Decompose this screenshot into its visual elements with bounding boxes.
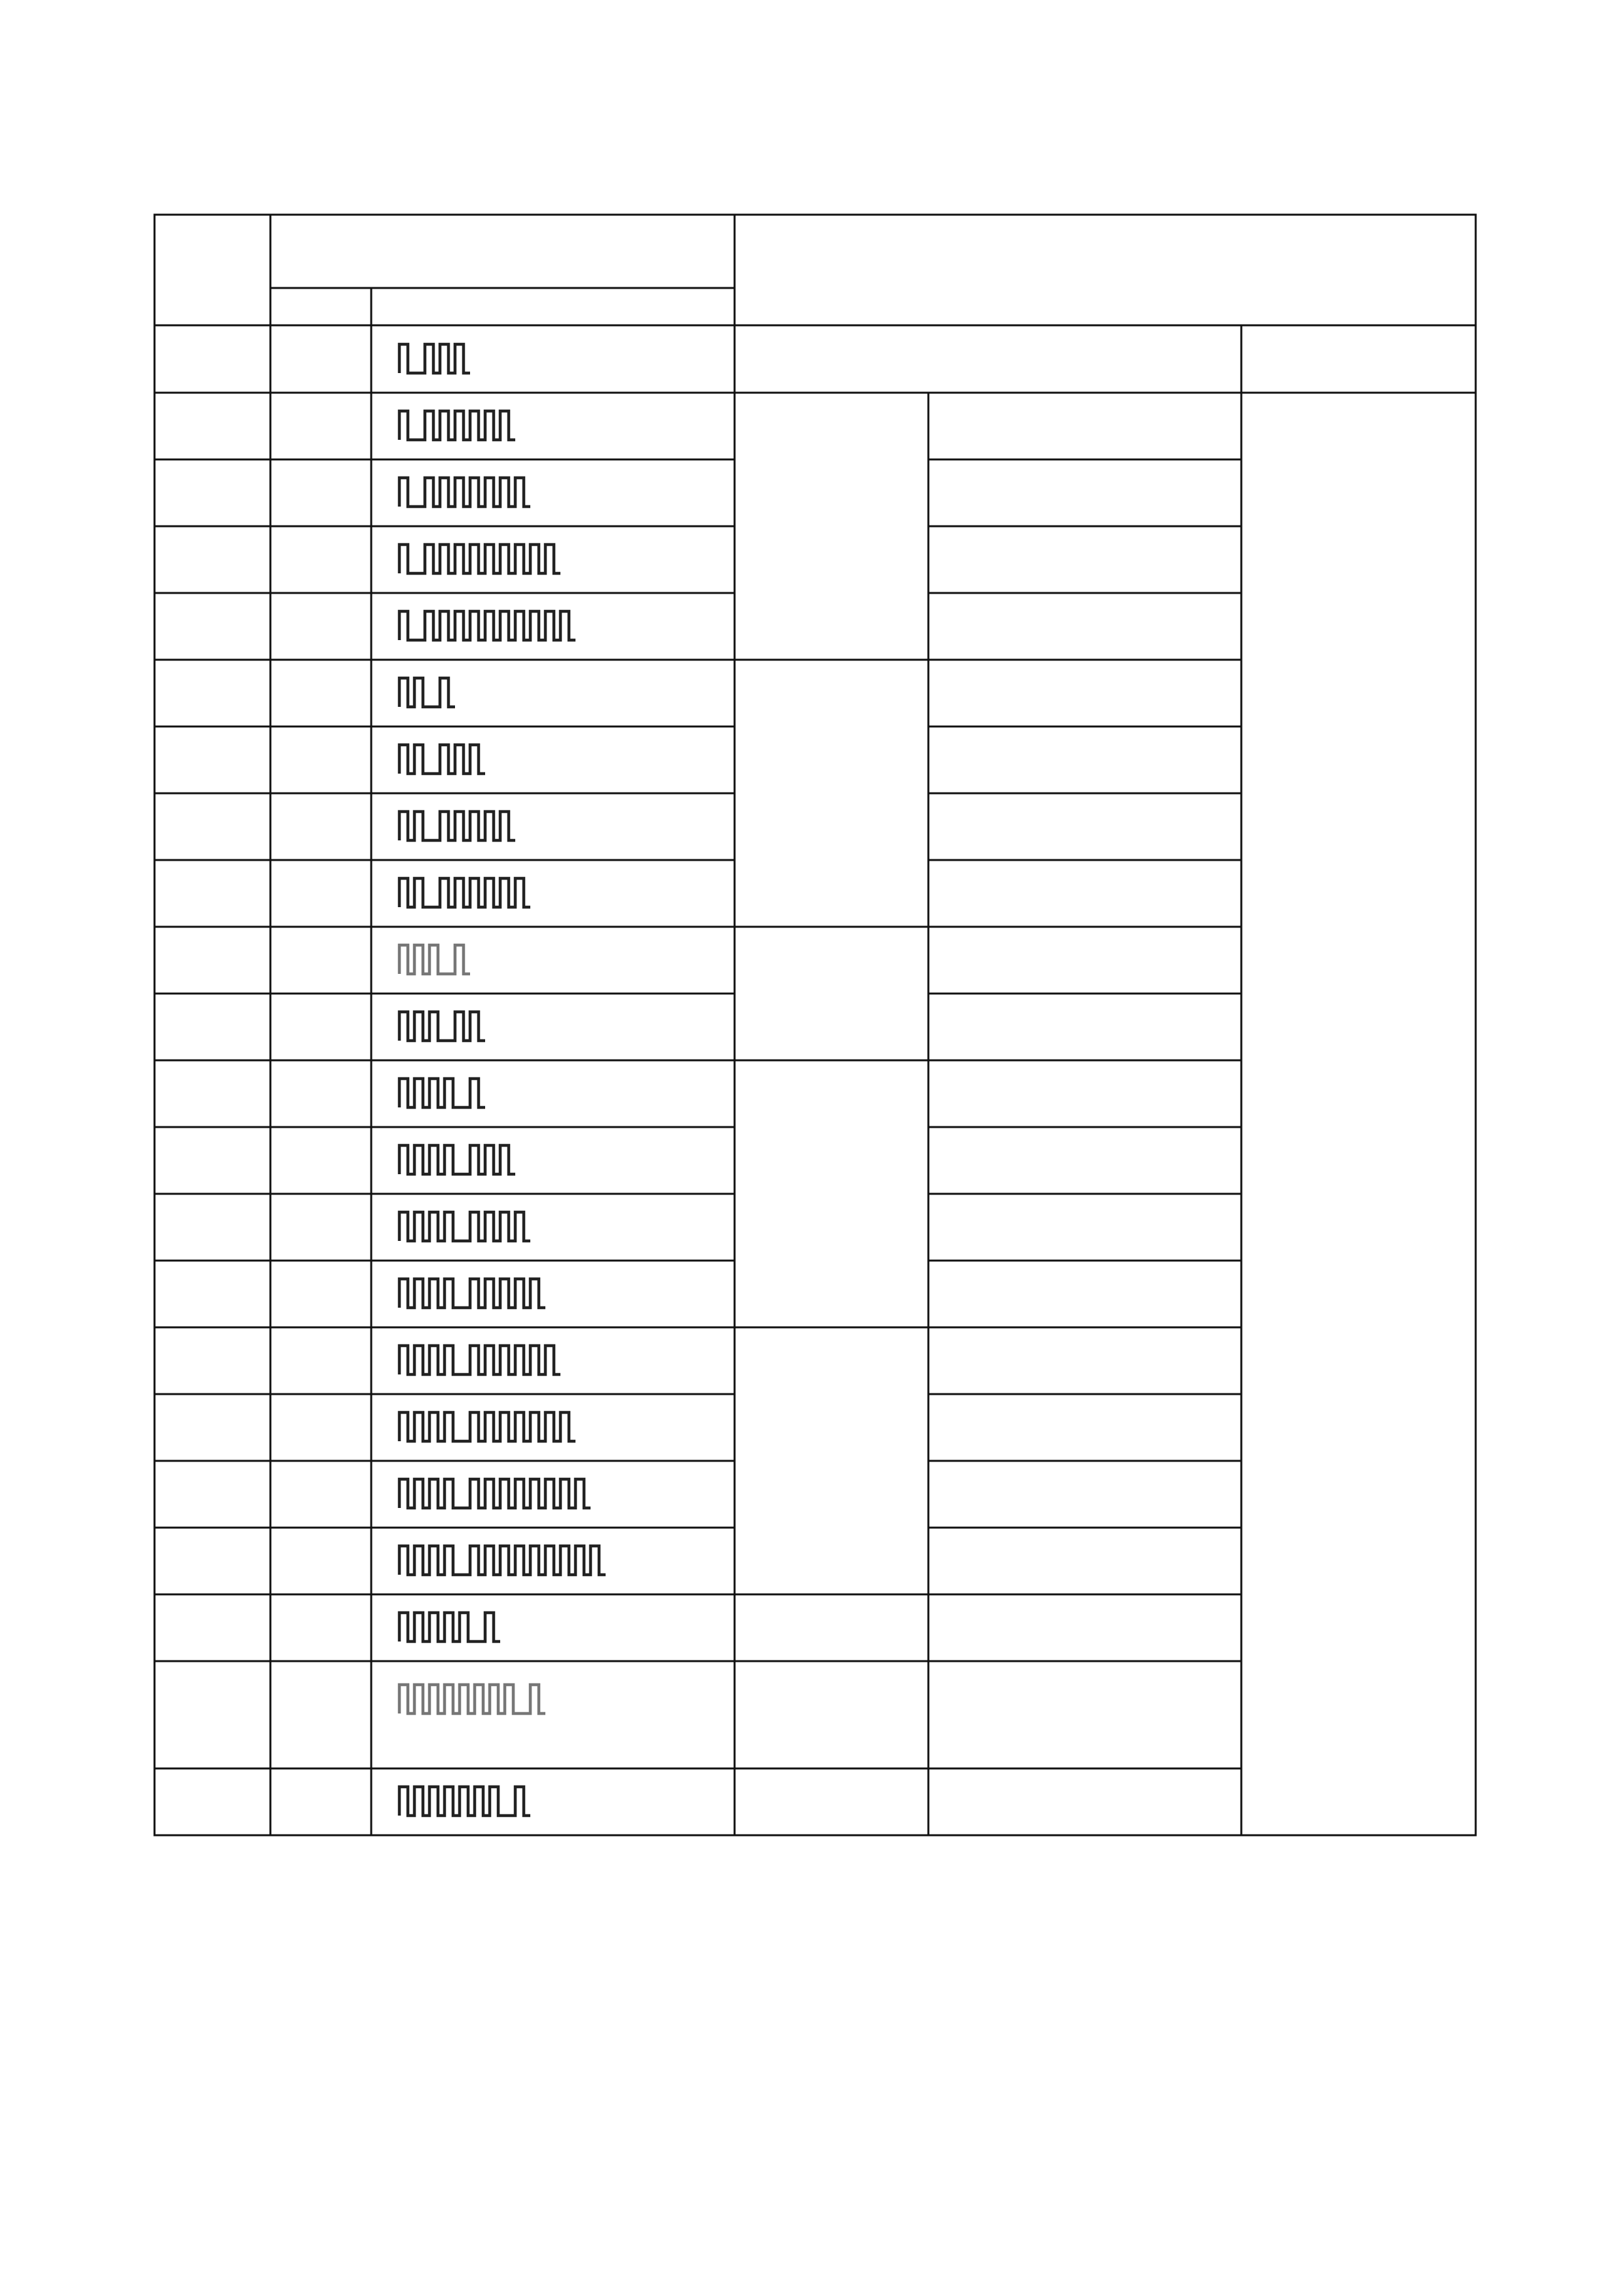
pulse-pattern-20	[399, 1613, 500, 1641]
pulse-pattern-13	[399, 1145, 515, 1174]
pulse-pattern-10	[399, 945, 470, 974]
pulse-pattern-22	[399, 1787, 530, 1816]
table-grid	[155, 215, 1476, 1835]
pulse-pattern-18	[399, 1479, 591, 1508]
pulse-pattern-3	[399, 478, 530, 507]
pulse-pattern-4	[399, 545, 560, 573]
pulse-pattern-2	[399, 411, 515, 440]
pulse-pattern-9	[399, 878, 530, 907]
pulse-pattern-15	[399, 1279, 545, 1308]
pulse-pattern-11	[399, 1012, 485, 1041]
pulse-pattern-1	[399, 344, 470, 373]
pulse-pattern-7	[399, 745, 485, 774]
pulse-pattern-12	[399, 1079, 485, 1107]
pulse-pattern-14	[399, 1212, 530, 1241]
pulse-pattern-21	[399, 1685, 545, 1713]
pulse-pattern-8	[399, 812, 515, 840]
pulse-pattern-19	[399, 1546, 606, 1575]
pulse-pattern-17	[399, 1412, 575, 1441]
pulse-pattern-5	[399, 611, 575, 640]
pulse-pattern-16	[399, 1346, 560, 1374]
pulse-pattern-6	[399, 678, 455, 707]
